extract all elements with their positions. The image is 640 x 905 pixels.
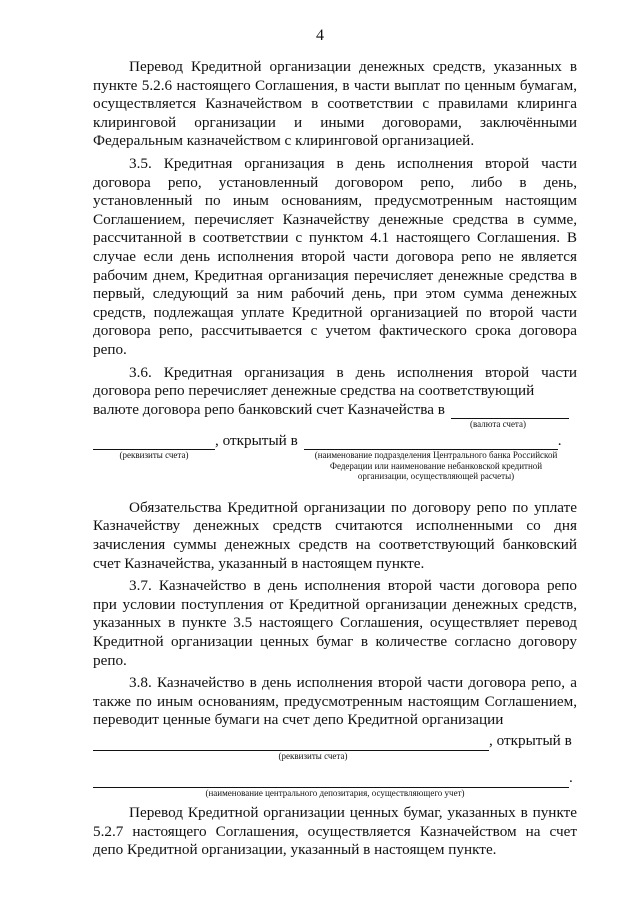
captions-row-1 (93, 450, 577, 482)
currency-account-line (93, 401, 577, 420)
caption-depository: (наименование центрального депозитария, осуществляющего учет) (205, 787, 465, 798)
page-number: 4 (316, 27, 324, 44)
caption-depo-details: (реквизиты счета) (278, 750, 348, 761)
paragraph-3-6-tail: валюте договора репо банковский счет Казначейства в (93, 400, 445, 418)
depository-line: . (93, 769, 577, 788)
opened-in-label: , открытый в (215, 431, 298, 449)
document-body (93, 58, 577, 860)
depo-account-blank (93, 736, 489, 751)
caption-currency: (валюта счета) (470, 419, 526, 430)
account-opened-line: , открытый в . (93, 432, 577, 451)
caption-bank: (наименование подразделения Центрального банка Российской Федерации или наименование небанковской кредитной организации, осуществляющей расчеты) (314, 450, 558, 482)
paragraph-3-7: 3.7. Казначейство в день исполнения второй части договора репо при условии поступления от Кредитной организации денежных средств, указанных в пункте 3.5 настоящего Соглашения, осуществляет перевод Кредитной организации ценных бумаг в количестве согласно договору репо. (93, 577, 577, 669)
paragraph-last: Перевод Кредитной организации ценных бумаг, указанных в пункте 5.2.7 настоящего Соглашения, осуществляется Казначейством на счет депо Кредитной организации, указанный в настоящем пункте. (93, 804, 577, 859)
paragraph-3-6: 3.6. Кредитная организация в день исполнения второй части договора репо перечисляет денежные средства на соответствующий (93, 363, 577, 400)
depository-blank (93, 773, 569, 788)
depo-account-line (93, 732, 577, 751)
paragraph-3-8: 3.8. Казначейство в день исполнения второй части договора репо, а также по иным основаниям, предусмотренным настоящим Соглашением, переводит ценные бумаги на счет депо Кредитной организации (93, 674, 577, 729)
currency-blank (451, 404, 569, 419)
account-details-blank (93, 435, 215, 450)
paragraph-obligations: Обязательства Кредитной организации по договору репо по уплате Казначейству денежных средств считаются исполненными со дня зачисления суммы денежных средств на соответствующий банковский счет Казначейства, указанный в настоящем пункте. (93, 498, 577, 572)
paragraph-transfer-funds: Перевод Кредитной организации денежных средств, указанных в пункте 5.2.6 настоящего Соглашения, в части выплат по ценным бумагам, осуществляется Казначейством в соответствии с правилами клиринга клиринговой организации и иными договорами, заключёнными Федеральным казначейством с клиринговой организацией. (93, 58, 577, 150)
caption-account-details: (реквизиты счета) (119, 450, 189, 461)
paragraph-3-5: 3.5. Кредитная организация в день исполнения второй части договора репо, установленный договором репо, либо в день, установленный по иным основаниям, предусмотренным настоящим Соглашением, перечисляет Казначейству денежные средства в сумме, рассчитанной в соответствии с пунктом 4.1 настоящего Соглашения. В случае если день исполнения второй части договора репо не является рабочим днем, Кредитная организация перечисляет денежные средства в первый, следующий за ним рабочий день, при этом сумма денежных средств, подлежащая уплате Кредитной организацией по второй части договора репо, рассчитывается с учетом фактического срока договора репо. (93, 154, 577, 358)
bank-name-blank (304, 435, 558, 450)
opened-in-label-2: , открытый в (489, 732, 572, 749)
